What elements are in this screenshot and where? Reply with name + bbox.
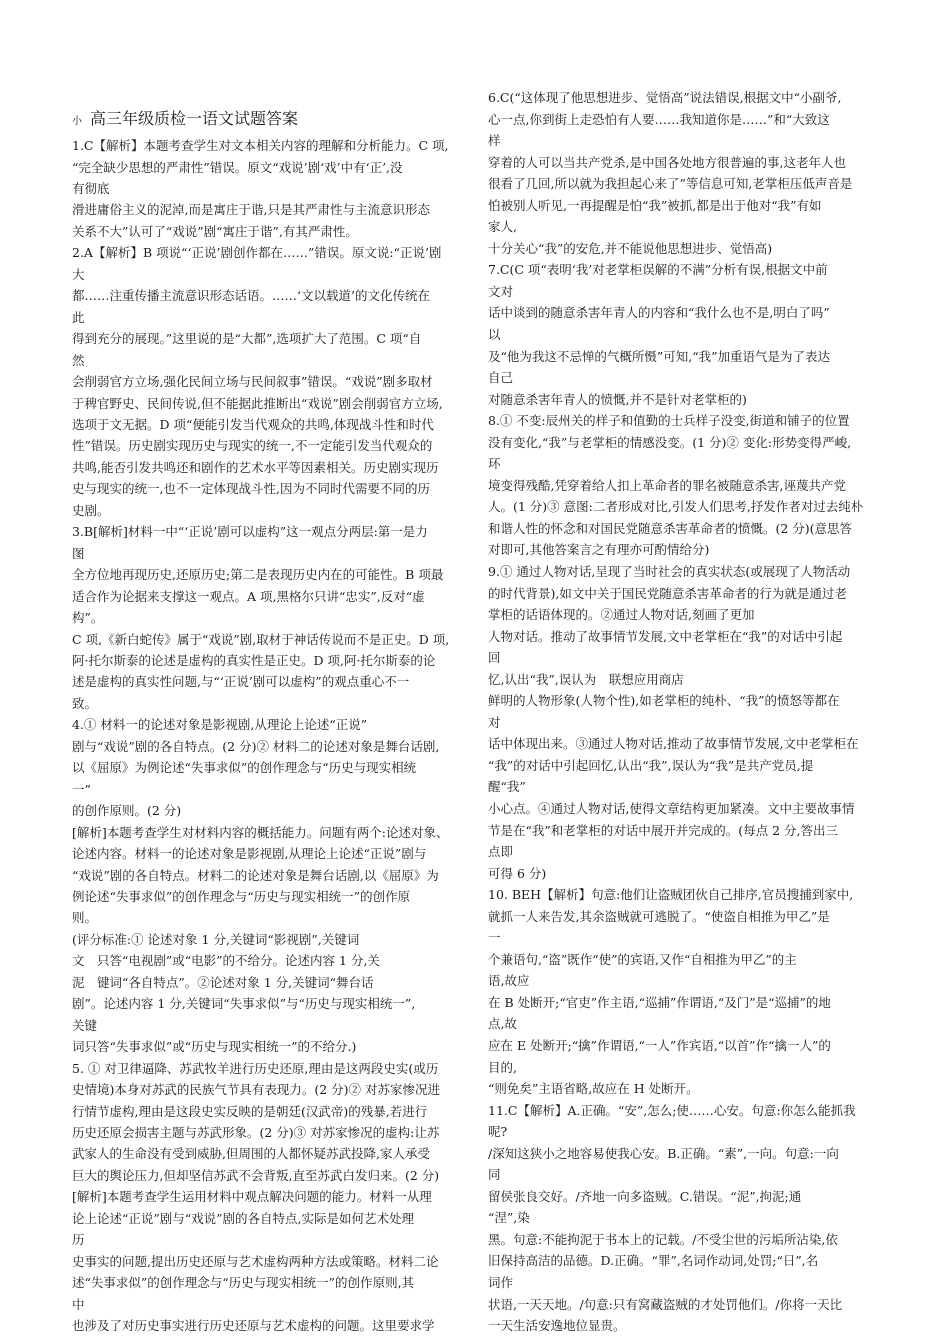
text-line: 怕被别人听见,一再提醒是怕“我”被抓,都是出于他对“我”有如 (488, 197, 822, 213)
text-line: 就抓一人来告发,其余盗贼就可逃脱了。“使盗自相推为甲乙”是 (488, 908, 830, 924)
text-line: 于稗官野史、民间传说,但不能据此推断出“戏说”剧会削弱官方立场, (72, 395, 443, 411)
text-line: 图 (72, 545, 85, 561)
text-line: 呢? (488, 1124, 508, 1140)
page-title (72, 106, 298, 129)
text-line: 一天生活安逸地位显贵。 (488, 1318, 626, 1333)
text-line: 个兼语句,“盗”既作“使”的宾语,又作“自相推为甲乙”的主 (488, 951, 797, 967)
text-line: 8.① 不变:辰州关的样子和值勤的士兵样子没变,街道和铺子的位置 (488, 413, 850, 429)
text-line: 选项于文无据。D 项“便能引发当代观众的共鸣,体现战斗性和时代 (72, 416, 434, 432)
text-line: 应在 E 处断开;“擒”作谓语,“一人”作宾语,“以首”作“擒一人”的 (488, 1037, 831, 1053)
text-line: 醒“我” (488, 779, 526, 795)
text-line: 致。 (72, 695, 98, 711)
text-line: 目的, (488, 1059, 517, 1075)
text-line: [解析]本题考查学生运用材料中观点解决问题的能力。材料一从理 (72, 1189, 432, 1205)
text-line: 有彻底 (72, 180, 110, 196)
text-line: 穿着的人可以当共产党杀,是中国各处地方很普遍的事,这老年人也 (488, 154, 846, 170)
text-line: 阿·托尔斯泰的论述是虚构的真实性是正史。D 项,阿·托尔斯泰的论 (72, 652, 436, 668)
text-line: 巨大的舆论压力,但却坚信苏武不会背叛,直至苏武白发归来。(2 分) (72, 1167, 440, 1183)
text-line: 9.① 通过人物对话,呈现了当时社会的真实状态(或展现了人物活动 (488, 564, 851, 579)
text-line: “戏说”剧的各自特点。材料二的论述对象是舞台话剧,以《屈原》为 (72, 867, 439, 883)
text-line: 则。 (72, 910, 98, 926)
text-line: 共鸣,能否引发共鸣还和剧作的艺术水平等因素相关。历史剧实现历 (72, 459, 439, 475)
text-line: 境变得残酷,凭穿着给人扣上革命者的罪名被随意杀害,诬蔑共产党 (488, 477, 846, 493)
text-line: 中 (72, 1296, 85, 1312)
text-line: 10. BEH【解析】句意:他们让盗贼团伙自己排序,官员搜捕到家中, (488, 887, 854, 903)
text-line: 心一点,你到街上走恐怕有人要……我知道你是……”和“大致这 (488, 111, 830, 127)
text-line: “则免矣”主语省略,故应在 H 处断开。 (488, 1081, 699, 1096)
text-line: 话中谈到的随意杀害年青人的内容和“我什么也不是,明白了吗” (488, 305, 830, 321)
text-line: 7.C(C 项“表明‘我’对老掌柜误解的不满”分析有误,根据文中前 (488, 262, 828, 278)
text-line: 十分关心“我”的安危,并不能说他思想进步、觉悟高) (488, 240, 773, 256)
text-line: C 项,《新白蛇传》属于“戏说”剧,取材于神话传说而不是正史。D 项, (72, 631, 450, 647)
text-line: 样 (488, 133, 501, 149)
text-line: 黑。句意:不能拘泥于书本上的记载。/不受尘世的污垢所沾染,依 (488, 1231, 838, 1247)
text-line: 留侯张良交好。/齐地一向多盗贼。C.错误。“泥”,拘泥;通 (488, 1188, 802, 1204)
text-line: 剧与“戏说”剧的各自特点。(2 分)② 材料二的论述对象是舞台话剧, (72, 738, 440, 754)
text-line: 话中体现出来。③通过人物对话,推动了故事情节发展,文中老掌柜在 (488, 736, 859, 752)
text-line: /深知这狭小之地容易使我心安。B.正确。“素”,一向。句意:一向 (488, 1145, 839, 1161)
text-line: 都……注重传播主流意识形态话语。……‘文以载道’的文化传统在 (72, 288, 430, 304)
text-line: 武家人的生命没有受到威胁,但周围的人都怀疑苏武投降,家人承受 (72, 1146, 430, 1162)
text-line: 大 (72, 266, 85, 282)
text-line: 语,故应 (488, 973, 530, 989)
text-line: 回 (488, 650, 501, 666)
text-line: 很看了几回,所以就为我担起心来了”等信息可知,老掌柜压低声音是 (488, 176, 853, 192)
text-line: 节是在“我”和老掌柜的对话中展开并完成的。(每点 2 分,答出三 (488, 822, 839, 838)
text-line: 关键 (72, 1017, 98, 1033)
text-line: 全方位地再现历史,还原历史;第二是表现历史内在的可能性。B 项最 (72, 567, 444, 583)
text-line: 文 只答“电视剧”或“电影”的不给分。论述内容 1 分,关 (72, 953, 380, 969)
text-line: 历史还原会损害主题与苏武形象。(2 分)③ 对苏家惨况的虚构:让苏 (72, 1124, 440, 1140)
text-line: 5. ① 对卫律逼降、苏武牧羊进行历史还原,理由是这两段史实(或历 (72, 1060, 439, 1076)
text-line: 史事实的问题,提出历史还原与艺术虚构两种方法或策略。材料二论 (72, 1253, 439, 1269)
text-line: 一 (488, 930, 501, 946)
text-line: 剧”。论述内容 1 分,关键词“失事求似”与“历史与现实相统一”, (72, 996, 416, 1012)
text-line: 家人, (488, 219, 517, 235)
text-line: 以《屈原》为例论述“失事求似”的创作理念与“历史与现实相统 (72, 760, 417, 776)
text-line: 例论述“失事求似”的创作理念与“历史与现实相统一”的创作原 (72, 888, 411, 904)
text-line: 关系不大”认可了“戏说”剧“寓庄于谐”,有其严肃性。 (72, 223, 358, 239)
text-line: 可得 6 分) (488, 865, 547, 881)
text-line: 及“他为我这不忌惮的气概所慑”可知,“我”加重语气是为了表达 (488, 348, 831, 364)
text-line: 然 (72, 352, 85, 368)
text-line: 此 (72, 309, 85, 325)
text-line: 6.C(“这体现了他思想进步、觉悟高”说法错误,根据文中“小副爷, (488, 90, 842, 105)
text-line: “涅”,染 (488, 1210, 530, 1226)
text-line: 对 (488, 714, 501, 730)
text-line: 词作 (488, 1274, 514, 1290)
text-line: 4.① 材料一的论述对象是影视剧,从理论上论述“正说” (72, 717, 368, 733)
text-line: 的时代背景),如文中关于国民党随意杀害革命者的行为就是通过老 (488, 585, 847, 601)
text-line: 忆,认出“我”,误认为 联想应用商店 (488, 671, 684, 687)
text-line: 述“失事求似”的创作理念与“历史与现实相统一”的创作原则,其 (72, 1275, 415, 1291)
text-line: 旧保持高洁的品德。D.正确。“罪”,名词作动词,处罚;“日”,名 (488, 1253, 819, 1269)
text-line: 环 (488, 456, 501, 472)
text-line: 1.C【解析】本题考查学生对文本相关内容的理解和分析能力。C 项, (72, 138, 449, 153)
text-line: 状语,一天天地。/句意:只有窝藏盗贼的才处罚他们。/你将一天比 (488, 1296, 843, 1312)
text-line: 11.C【解析】A.正确。“安”,怎么;使……心安。句意:你怎么能抓我 (488, 1102, 856, 1118)
text-line: 会削弱官方立场,强化民间立场与民间叙事”错误。“戏说”剧多取材 (72, 374, 433, 389)
text-line: 和谐人性的怀念和对国民党随意杀害革命者的愤慨。(2 分)(意思答 (488, 520, 853, 536)
text-line: 小心点。④通过人物对话,使得文章结构更加紧凑。文中主要故事情 (488, 800, 855, 816)
text-line: 没有变化,“我”与老掌柜的情感没变。(1 分)② 变化:形势变得严峻, (488, 434, 852, 450)
title-mark: 小 (72, 116, 82, 127)
text-line: [解析]本题考查学生对材料内容的概括能力。问题有两个:论述对象、 (72, 824, 449, 840)
text-line: 述是虚构的真实性问题,与“‘正说’剧可以虚构”的观点重心不一 (72, 674, 410, 690)
text-line: 2.A【解析】B 项说“‘正说’剧创作都在……”错误。原文说:“正说’剧 (72, 245, 442, 261)
text-line: 性”错误。历史剧实现历史与现实的统一,不一定能引发当代观众的 (72, 438, 433, 454)
text-line: 也涉及了对历史事实进行历史还原与艺术虚构的问题。这里要求学 (72, 1318, 435, 1333)
text-line: 史情境)本身对苏武的民族气节具有表现力。(2 分)② 对苏家惨况进 (72, 1082, 441, 1097)
text-line: 一” (72, 781, 91, 797)
text-line: (评分标准:① 论述对象 1 分,关键词“影视剧”,关键词 (72, 931, 360, 947)
text-line: 在 B 处断开;“官吏”作主语,“巡捕”作谓语,“及门”是“巡捕”的地 (488, 994, 831, 1010)
text-line: 词只答“失事求似”或“历史与现实相统一”的不给分.) (72, 1039, 357, 1055)
text-line: 适合作为论据来支撑这一观点。A 项,黑格尔只讲“忠实”,反对“虚 (72, 588, 425, 604)
title-text: 高三年级质检一语文试题答案 (90, 109, 299, 128)
text-line: 论上论述“正说”剧与“戏说”剧的各自特点,实际是如何艺术处理 (72, 1210, 415, 1226)
text-line: 得到充分的展现。”这里说的是“大都”,选项扩大了范围。C 项“自 (72, 331, 422, 347)
text-line: 泥 键词“各自特点”。②论述对象 1 分,关键词“舞台话 (72, 974, 374, 990)
text-line: 史与现实的统一,也不一定体现战斗性,因为不同时代需要不同的历 (72, 481, 430, 497)
text-line: 的创作原则。(2 分) (72, 803, 182, 819)
text-line: 论述内容。材料一的论述对象是影视剧,从理论上论述“正说”剧与 (72, 846, 427, 861)
text-line: 3.B[解析]材料一中“‘正说’剧可以虚构”这一观点分两层:第一是力 (72, 524, 428, 540)
text-line: 历 (72, 1232, 85, 1248)
text-line: “完全缺少思想的严肃性”错误。原文“戏说’剧‘戏’中有‘正’,没 (72, 159, 403, 175)
text-line: “我”的对话中引起回忆,认出“我”,误认为“我”是共产党员,提 (488, 757, 814, 773)
text-line: 文对 (488, 283, 514, 299)
text-line: 史剧。 (72, 502, 110, 518)
text-line: 滑进庸俗主义的泥淖,而是寓庄于谐,只是其严肃性与主流意识形态 (72, 202, 430, 218)
text-line: 同 (488, 1167, 501, 1183)
text-line: 鲜明的人物形象(人物个性),如老掌柜的纯朴、“我”的愤怒等都在 (488, 693, 840, 709)
text-line: 点即 (488, 844, 514, 859)
text-line: 点,故 (488, 1016, 517, 1032)
text-line: 以 (488, 327, 501, 342)
text-line: 行情节虚构,理由是这段史实反映的是朝廷(汉武帝)的残暴,若进行 (72, 1103, 428, 1119)
text-line: 对即可,其他答案言之有理亦可酌情给分) (488, 542, 710, 558)
text-line: 对随意杀害年青人的愤慨,并不是针对老掌柜的) (488, 391, 747, 407)
text-line: 人。(1 分)③ 意图:二者形成对比,引发人们思考,抒发作者对过去纯朴 (488, 499, 864, 515)
text-line: 自己 (488, 370, 514, 386)
text-line: 掌柜的话语体现的。②通过人物对话,刻画了更加 (488, 607, 755, 623)
text-line: 构”。 (72, 610, 104, 625)
text-line: 人物对话。推动了故事情节发展,文中老掌柜在“我”的对话中引起 (488, 628, 843, 644)
